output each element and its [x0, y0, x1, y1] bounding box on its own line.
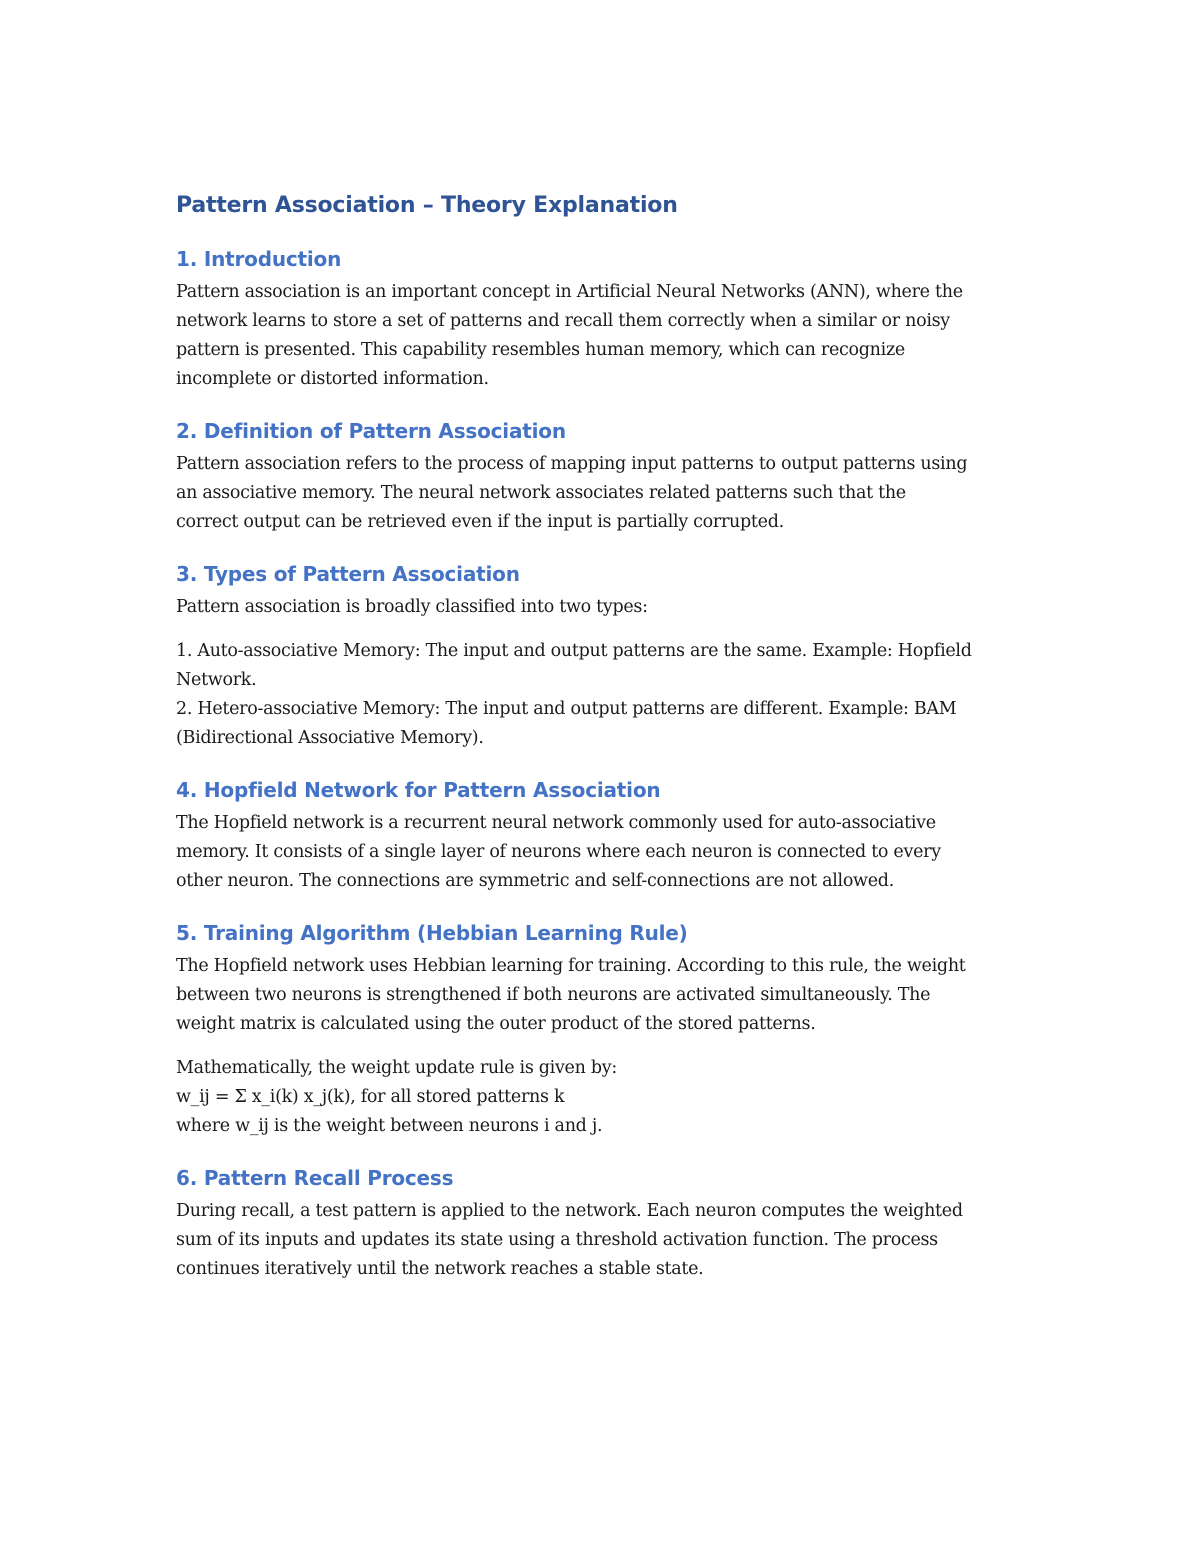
- paragraph-line: Pattern association is broadly classified into two types:: [176, 597, 648, 617]
- paragraph-line: network learns to store a set of patterns and recall them correctly when a similar or noisy: [176, 311, 950, 331]
- paragraph-line: Pattern association is an important concept in Artificial Neural Networks (ANN), where the: [176, 282, 963, 302]
- section-heading-recall: 6. Pattern Recall Process: [176, 1166, 454, 1190]
- paragraph-line: sum of its inputs and updates its state using a threshold activation function. The process: [176, 1230, 938, 1250]
- section-heading-definition: 2. Definition of Pattern Association: [176, 419, 566, 443]
- paragraph-line: The Hopfield network is a recurrent neural network commonly used for auto-associative: [176, 813, 936, 833]
- paragraph-line: memory. It consists of a single layer of neurons where each neuron is connected to every: [176, 842, 941, 862]
- paragraph-line: incomplete or distorted information.: [176, 369, 489, 389]
- paragraph-line: During recall, a test pattern is applied to the network. Each neuron computes the weighted: [176, 1201, 963, 1221]
- list-item-line: Network.: [176, 670, 257, 690]
- paragraph-line: pattern is presented. This capability resembles human memory, which can recognize: [176, 340, 905, 360]
- math-formula: w_ij = Σ x_i(k) x_j(k), for all stored patterns k: [176, 1087, 565, 1107]
- section-heading-hopfield: 4. Hopfield Network for Pattern Association: [176, 778, 661, 802]
- section-heading-introduction: 1. Introduction: [176, 247, 342, 271]
- paragraph-line: weight matrix is calculated using the outer product of the stored patterns.: [176, 1014, 816, 1034]
- paragraph-line: correct output can be retrieved even if the input is partially corrupted.: [176, 512, 784, 532]
- section-heading-types: 3. Types of Pattern Association: [176, 562, 520, 586]
- math-line: where w_ij is the weight between neurons i and j.: [176, 1116, 603, 1136]
- paragraph-line: The Hopfield network uses Hebbian learning for training. According to this rule, the weight: [176, 956, 966, 976]
- paragraph-line: between two neurons is strengthened if both neurons are activated simultaneously. The: [176, 985, 931, 1005]
- section-heading-training: 5. Training Algorithm (Hebbian Learning Rule): [176, 921, 688, 945]
- document-content: [176, 190, 1036, 1284]
- paragraph-line: Pattern association refers to the process of mapping input patterns to output patterns using: [176, 454, 968, 474]
- paragraph-line: an associative memory. The neural network associates related patterns such that the: [176, 483, 906, 503]
- list-item-line: 2. Hetero-associative Memory: The input and output patterns are different. Example: BAM: [176, 699, 957, 719]
- document-title: Pattern Association – Theory Explanation: [176, 193, 678, 218]
- paragraph-line: other neuron. The connections are symmetric and self-connections are not allowed.: [176, 871, 894, 891]
- math-line: Mathematically, the weight update rule is given by:: [176, 1058, 617, 1078]
- list-item-line: (Bidirectional Associative Memory).: [176, 728, 484, 748]
- list-item-line: 1. Auto-associative Memory: The input and output patterns are the same. Example: Hopfield: [176, 641, 972, 661]
- paragraph-line: continues iteratively until the network reaches a stable state.: [176, 1259, 704, 1279]
